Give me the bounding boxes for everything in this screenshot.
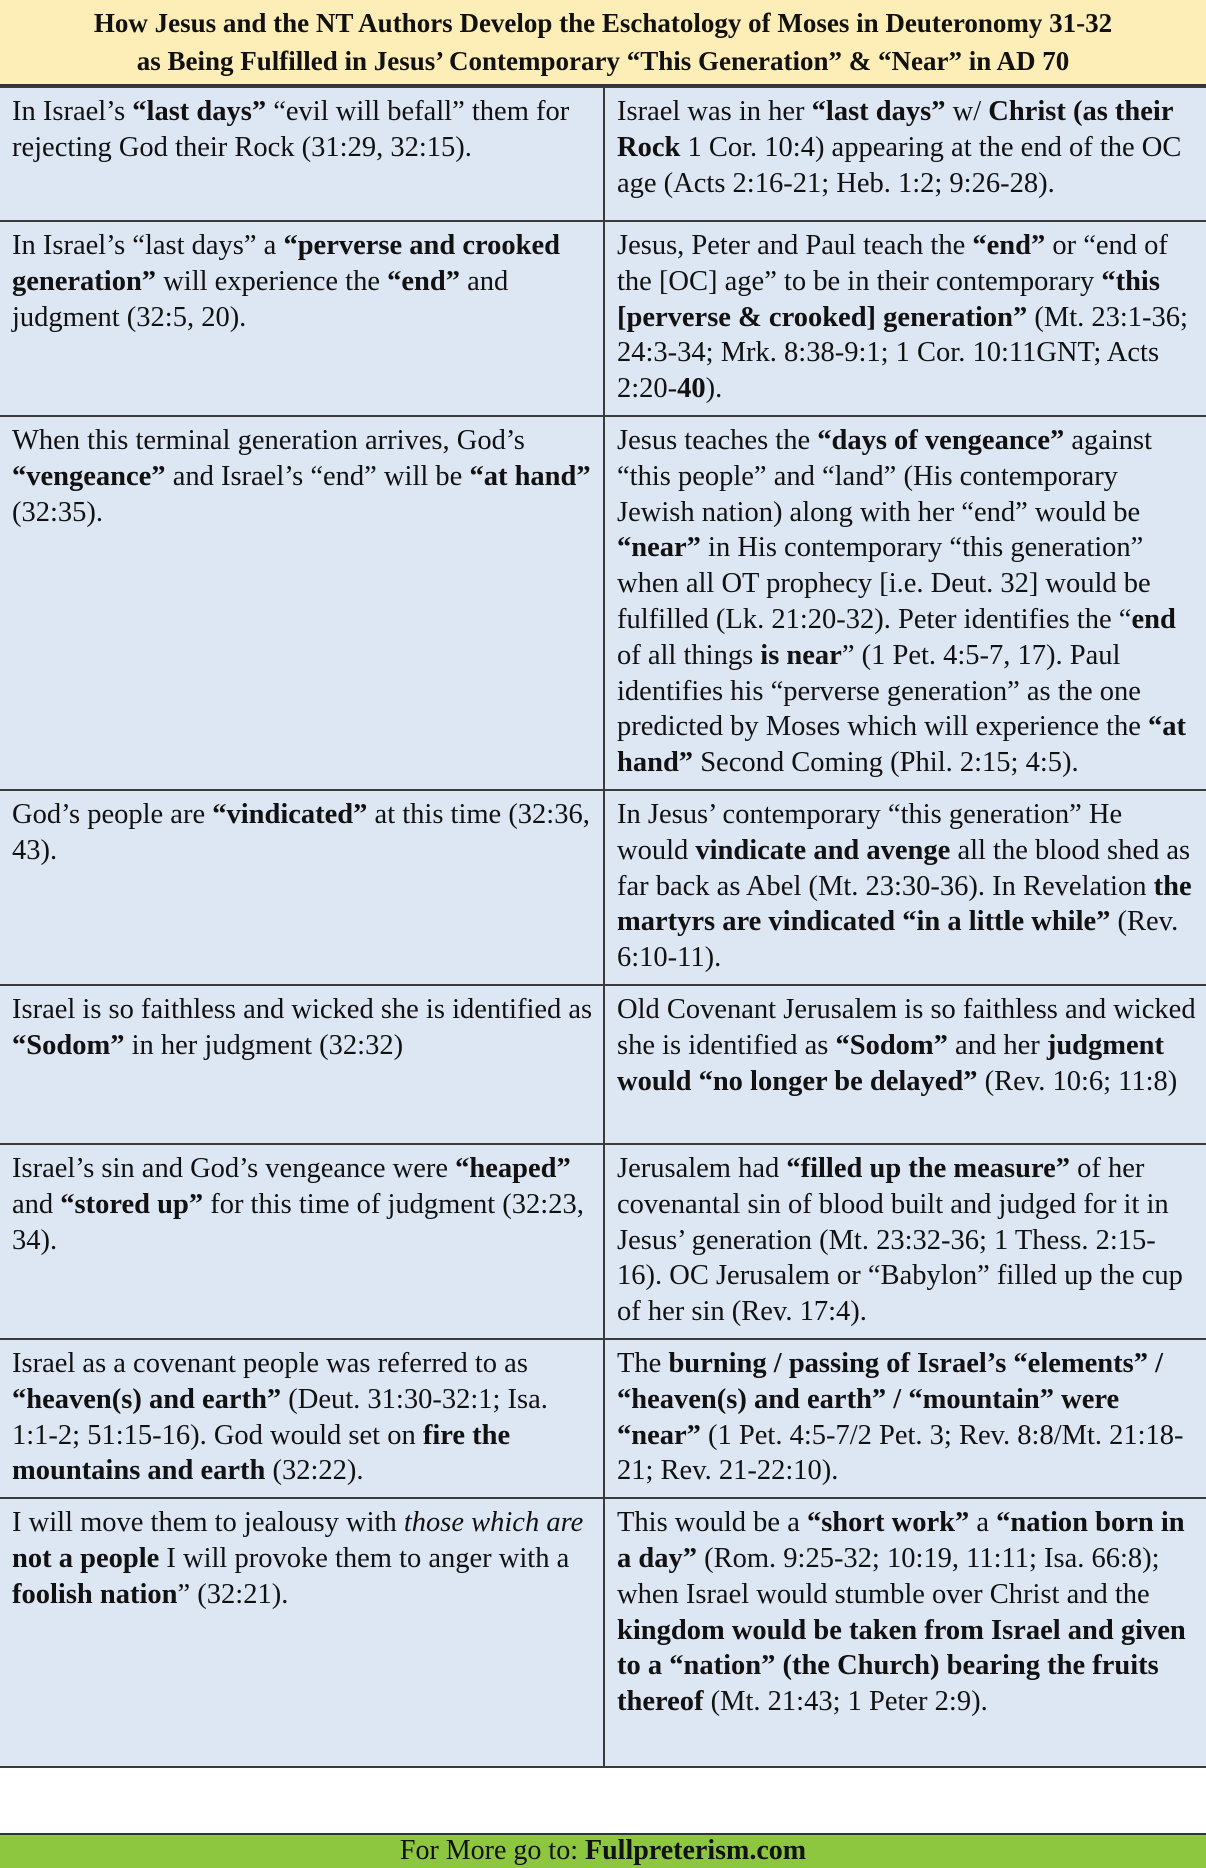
text-run: (32:22). (265, 1455, 364, 1487)
text-run: The (617, 1347, 669, 1379)
text-run: burning / passing of Israel’s “elements” / “heaven(s) and earth” / “mountain” were “near” (617, 1347, 1163, 1451)
table-row (0, 416, 1206, 790)
text-run: (Rom. 9:25-32; 10:19, 11:11; Isa. 66:8); when Israel would stumble over Christ and the (617, 1542, 1160, 1610)
text-run: kingdom would be taken from Israel and given to a “nation” (the Church) bearing the fruits thereof (617, 1614, 1186, 1718)
text-run: (Mt. 21:43; 1 Peter 2:9). (703, 1686, 988, 1718)
fulfillment-cell (604, 87, 1206, 221)
text-run: God’s people are (12, 798, 213, 830)
text-run: “vengeance” (12, 460, 166, 492)
text-run: at this time (32:36, 43). (12, 798, 590, 866)
text-run: w/ (945, 96, 989, 127)
text-run: Israel was in her (617, 96, 812, 127)
text-run: “at hand” (617, 711, 1187, 779)
text-run: Second Coming (Phil. 2:15; 4:5). (693, 747, 1079, 779)
text-run: ” (32:21). (177, 1578, 289, 1610)
text-run: “this [perverse & crooked] generation” (617, 265, 1160, 333)
text-run: (Rev. 6:10-11). (617, 906, 1179, 974)
text-run: “filled up the measure” (786, 1152, 1071, 1184)
old-testament-cell (0, 87, 604, 221)
table-row (0, 985, 1206, 1144)
old-testament-cell (0, 1144, 604, 1339)
text-run: Old Covenant Jerusalem is so faithless and wicked she is identified as (617, 993, 1196, 1061)
text-run: not a people (12, 1542, 160, 1574)
text-run: 40 (677, 373, 706, 405)
text-run: and Israel’s “end” will be (165, 460, 470, 492)
text-run: Jerusalem had (617, 1152, 787, 1184)
text-run: “vindicated” (212, 798, 368, 830)
text-run: “end” (387, 265, 460, 297)
fulfillment-cell (604, 416, 1206, 790)
text-run: “days of vengeance” (817, 424, 1065, 456)
text-run: “at hand” (469, 460, 591, 492)
fulfillment-cell (604, 1498, 1206, 1767)
page-header (0, 0, 1206, 86)
text-run: (32:35). (12, 496, 104, 528)
table-row (0, 221, 1206, 416)
text-run: This would be a (617, 1507, 807, 1539)
text-run: for this time of judgment (32:23, 34). (12, 1188, 584, 1256)
text-run: and judgment (32:5, 20). (12, 265, 509, 333)
fulfillment-cell (604, 985, 1206, 1144)
text-run: When this terminal generation arrives, God’s (12, 424, 525, 456)
text-run: Jesus teaches the (617, 424, 818, 456)
text-run: judgment would “no longer be delayed” (617, 1029, 1165, 1097)
text-run: “short work” (806, 1507, 970, 1539)
text-run: In Jesus’ contemporary “this generation” He would (617, 798, 1123, 866)
text-run: is near (760, 639, 842, 671)
text-run: of all things (617, 639, 761, 671)
text-run: 1 Cor. 10:4) appearing at the end of the OC age (Acts 2:16-21; Heb. 1:2; 9:26-28). (617, 131, 1182, 199)
text-run: “stored up” (60, 1188, 204, 1220)
text-run: “evil will befall” them for rejecting God their Rock (31:29, 32:15). (12, 96, 570, 163)
text-run: (1 Pet. 4:5-7/2 Pet. 3; Rev. 8:8/Mt. 21:18-21; Rev. 21-22:10). (617, 1419, 1184, 1487)
text-run: Israel’s sin and God’s vengeance were (12, 1152, 456, 1184)
old-testament-cell (0, 790, 604, 985)
text-run: Christ (as their Rock (617, 96, 1173, 163)
old-testament-cell (0, 1498, 604, 1767)
text-run: a (969, 1507, 997, 1539)
footer-site-link[interactable]: Fullpreterism.com (585, 1835, 807, 1866)
text-run: and her (947, 1029, 1047, 1061)
text-run: Jesus, Peter and Paul teach the (617, 230, 973, 261)
old-testament-cell (0, 1339, 604, 1498)
text-run: “perverse and crooked generation” (12, 230, 560, 297)
old-testament-cell (0, 985, 604, 1144)
text-run: ). (705, 373, 723, 405)
table-row (0, 87, 1206, 221)
text-run: fire the mountains and earth (12, 1419, 511, 1487)
text-run: Israel is so faithless and wicked she is identified as (12, 993, 593, 1025)
text-run: will experience the (156, 265, 388, 297)
text-run: “heaven(s) and earth” (12, 1383, 282, 1415)
page-footer (0, 1833, 1206, 1868)
page-title-line-2: as Being Fulfilled in Jesus’ Contemporary “This Generation” & “Near” in AD 70 (136, 46, 1070, 76)
old-testament-cell (0, 221, 604, 416)
table-row (0, 1498, 1206, 1767)
text-run: in His contemporary “this generation” when all OT prophecy [i.e. Deut. 32] would be fulfilled (Lk. 21:20-32). Peter identifies the “ (617, 532, 1151, 635)
text-run: (Mt. 23:1-36; 24:3-34; Mrk. 8:38-9:1; 1 Cor. 10:11GNT; Acts 2:20- (617, 301, 1188, 405)
text-run: of her covenantal sin of blood built and judged for it in Jesus’ generation (Mt. 23:32-36; 1 Thess. 2:15-16). OC Jerusalem or “Babylon” filled up the cup of her sin (Rev. 17:4). (617, 1152, 1183, 1328)
old-testament-cell (0, 416, 604, 790)
text-run: or “end of the [OC] age” to be in their contemporary (617, 230, 1168, 297)
text-run: “last days” (811, 96, 946, 127)
text-run: vindicate and avenge (695, 834, 951, 866)
text-run: “nation born in a day” (617, 1507, 1185, 1574)
text-run: I will move them to jealousy with (12, 1507, 404, 1539)
fulfillment-cell (604, 221, 1206, 416)
text-run: (Rev. 10:6; 11:8) (977, 1065, 1178, 1097)
text-run: all the blood shed as far back as Abel (Mt. 23:30-36). In Revelation (617, 834, 1191, 902)
text-run: the martyrs are vindicated “in a little while” (617, 870, 1192, 938)
fulfillment-cell (604, 1339, 1206, 1498)
comparison-table (0, 86, 1206, 1768)
page-title-line-1: How Jesus and the NT Authors Develop the Eschatology of Moses in Deuteronomy 31-32 (93, 8, 1113, 38)
text-run: and (12, 1188, 61, 1220)
fulfillment-cell (604, 1144, 1206, 1339)
text-run: against “this people” and “land” (His contemporary Jewish nation) along with her “end” would be (617, 424, 1153, 528)
fulfillment-cell (604, 790, 1206, 985)
text-run: foolish nation (12, 1578, 178, 1610)
text-run: I will provoke them to anger with a (159, 1542, 570, 1574)
text-run: “last days” (132, 96, 267, 127)
text-run: end (1131, 603, 1176, 635)
text-run: In Israel’s “last days” a (12, 230, 284, 261)
text-run: “heaped” (455, 1152, 571, 1184)
text-run: those which are (403, 1507, 584, 1539)
table-row (0, 790, 1206, 985)
text-run: in her judgment (32:32) (124, 1029, 404, 1061)
footer-label: For More go to: (399, 1835, 585, 1866)
table-row (0, 1144, 1206, 1339)
text-run: “end” (972, 230, 1046, 261)
text-run: (Deut. 31:30-32:1; Isa. 1:1-2; 51:15-16). God would set on (12, 1383, 548, 1451)
table-row (0, 1339, 1206, 1498)
text-run: “near” (617, 532, 701, 564)
text-run: Israel as a covenant people was referred to as (12, 1347, 528, 1379)
text-run: ” (1 Pet. 4:5-7, 17). Paul identifies his “perverse generation” as the one predicted by Moses which will experience the (617, 639, 1149, 743)
text-run: “Sodom” (12, 1029, 125, 1061)
text-run: In Israel’s (12, 96, 133, 127)
text-run: “Sodom” (835, 1029, 948, 1061)
